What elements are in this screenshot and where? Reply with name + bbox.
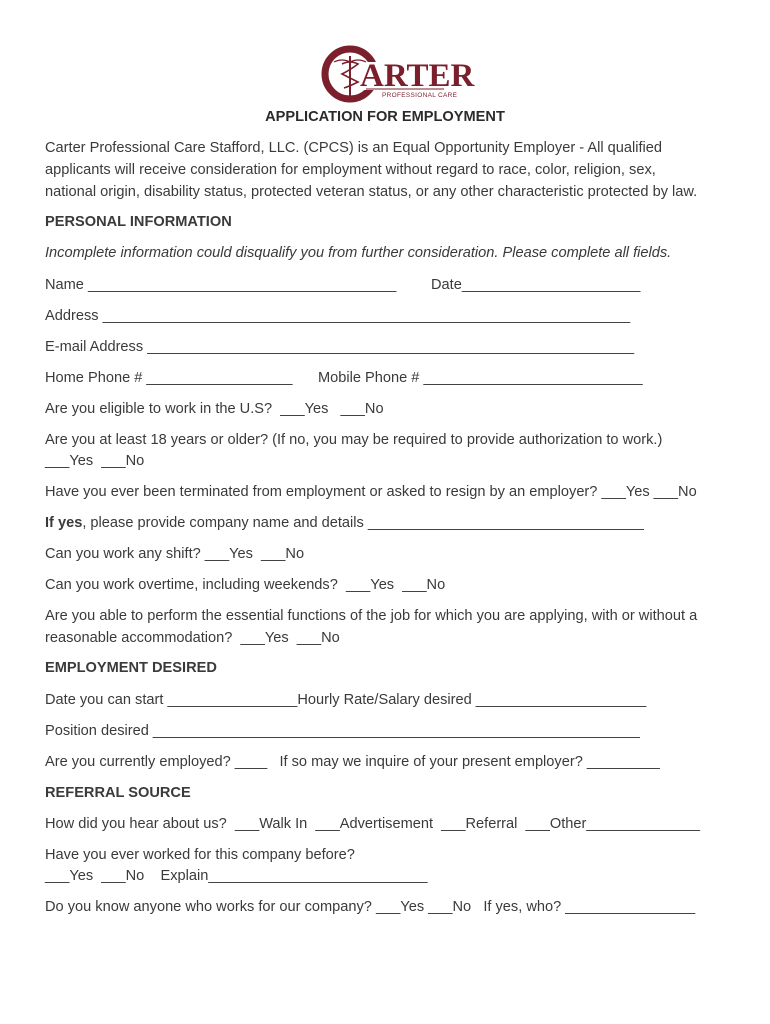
intro-line-1: Carter Professional Care Stafford, LLC. (CPCS) is an Equal Opportunity Employer - All qualified [45,140,662,156]
intro-line-3: national origin, disability status, protected veteran status, or any other characteristic protected by law. [45,184,698,200]
worked-before-question: Have you ever worked for this company before? [45,847,355,863]
email-field[interactable]: E-mail Address ____________________________________________________________ [45,339,635,355]
age-answer[interactable]: ___Yes ___No [45,453,145,469]
carter-logo-icon [320,44,475,108]
essential-functions-question: Are you able to perform the essential functions of the job for which you are applying, with or without a [45,608,698,624]
age-question: Are you at least 18 years or older? (If no, you may be required to provide authorization to work.) [45,432,663,448]
eligible-question[interactable]: Are you eligible to work in the U.S? ___Yes ___No [45,401,384,417]
overtime-question[interactable]: Can you work overtime, including weekends? ___Yes ___No [45,577,446,593]
personal-info-note: Incomplete information could disqualify you from further consideration. Please complete all fields. [45,245,672,261]
logo-wordmark: ARTER [360,58,475,94]
name-field[interactable]: Name ______________________________________ [45,277,397,293]
hear-about-us-field[interactable]: How did you hear about us? ___Walk In ___Advertisement ___Referral ___Other______________ [45,816,700,832]
currently-employed-field[interactable]: Are you currently employed? ____ If so may we inquire of your present employer? _________ [45,754,660,770]
worked-before-answer[interactable]: ___Yes ___No Explain___________________________ [45,868,428,884]
shift-question[interactable]: Can you work any shift? ___Yes ___No [45,546,305,562]
address-field[interactable]: Address _________________________________________________________________ [45,308,631,324]
page-title: APPLICATION FOR EMPLOYMENT [265,109,505,125]
start-date-rate-field[interactable]: Date you can start ________________Hourly Rate/Salary desired _____________________ [45,692,647,708]
intro-line-2: applicants will receive consideration for employment without regard to race, color, religion, sex, [45,162,656,178]
referral-source-heading: REFERRAL SOURCE [45,785,191,801]
position-desired-field[interactable]: Position desired ____________________________________________________________ [45,723,640,739]
mobile-phone-field[interactable]: Mobile Phone # ___________________________ [318,370,643,386]
terminated-question[interactable]: Have you ever been terminated from employment or asked to resign by an employer? ___Yes ___No [45,484,697,500]
if-yes-field[interactable]: , please provide company name and details __________________________________ [82,515,644,531]
if-yes-details[interactable] [45,513,644,534]
home-phone-field[interactable]: Home Phone # __________________ [45,370,293,386]
if-yes-label: If yes [45,515,83,531]
company-logo [320,44,475,108]
personal-info-heading: PERSONAL INFORMATION [45,214,232,230]
essential-functions-answer[interactable]: reasonable accommodation? ___Yes ___No [45,630,340,646]
know-anyone-field[interactable]: Do you know anyone who works for our company? ___Yes ___No If yes, who? ________________ [45,899,696,915]
date-field[interactable]: Date______________________ [431,277,641,293]
employment-desired-heading: EMPLOYMENT DESIRED [45,660,217,676]
logo-tagline: PROFESSIONAL CARE [382,92,458,99]
